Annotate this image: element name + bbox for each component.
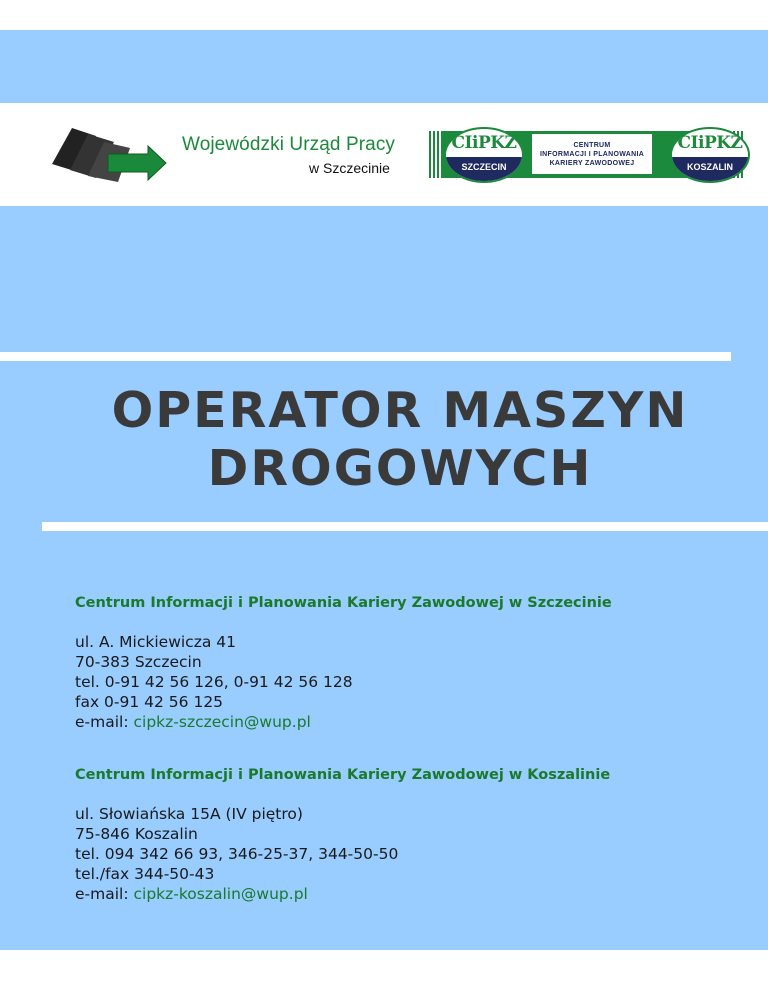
center-name: Centrum Informacji i Planowania Kariery Zawodowej w Koszalinie [75, 767, 611, 783]
email-link[interactable]: cipkz-koszalin@wup.pl [133, 885, 308, 903]
wup-title: Wojewódzki Urząd Pracy [182, 134, 396, 155]
page-title [0, 382, 768, 498]
email-line [75, 712, 755, 732]
title-rule-bottom [42, 522, 768, 531]
cipkz-banner-logo [427, 131, 745, 178]
badge-logo-text: CIiPKZ [677, 133, 743, 153]
fax-number: fax 0-91 42 56 125 [75, 693, 224, 711]
title-rule-top [0, 352, 731, 361]
cipkz-szczecin-badge [444, 127, 524, 183]
phone-numbers: tel. 0-91 42 56 126, 0-91 42 56 128 [75, 673, 353, 691]
fax-number: tel./fax 344-50-43 [75, 865, 215, 883]
address-city: 75-846 Koszalin [75, 825, 198, 843]
badge-city-label: KOSZALIN [672, 157, 748, 181]
contact-block-koszalin [75, 766, 755, 904]
address-street: ul. A. Mickiewicza 41 [75, 633, 236, 651]
cipkz-koszalin-badge [670, 127, 750, 183]
email-line [75, 884, 755, 904]
phone-numbers: tel. 094 342 66 93, 346-25-37, 344-50-50 [75, 845, 399, 863]
wup-logo-icon [52, 124, 172, 186]
banner-stripes-left [427, 131, 441, 178]
centre-name-box [532, 134, 652, 174]
center-name: Centrum Informacji i Planowania Kariery Zawodowej w Szczecinie [75, 595, 612, 611]
address-city: 70-383 Szczecin [75, 653, 202, 671]
centre-line-3: KARIERY ZAWODOWEJ [549, 160, 635, 167]
centre-line-2: INFORMACJI I PLANOWANIA [539, 151, 645, 158]
contact-block-szczecin [75, 594, 755, 732]
title-line-2: DROGOWYCH [207, 440, 593, 497]
badge-city-label: SZCZECIN [446, 157, 522, 181]
address-street: ul. Słowiańska 15A (IV piętro) [75, 805, 303, 823]
email-label: e-mail: [75, 885, 134, 903]
wup-subtitle: w Szczecinie [309, 160, 390, 176]
email-label: e-mail: [75, 713, 134, 731]
badge-logo-text: CIiPKZ [451, 133, 517, 153]
centre-line-1: CENTRUM [573, 142, 611, 149]
email-link[interactable]: cipkz-szczecin@wup.pl [133, 713, 311, 731]
title-line-1: OPERATOR MASZYN [111, 382, 689, 439]
